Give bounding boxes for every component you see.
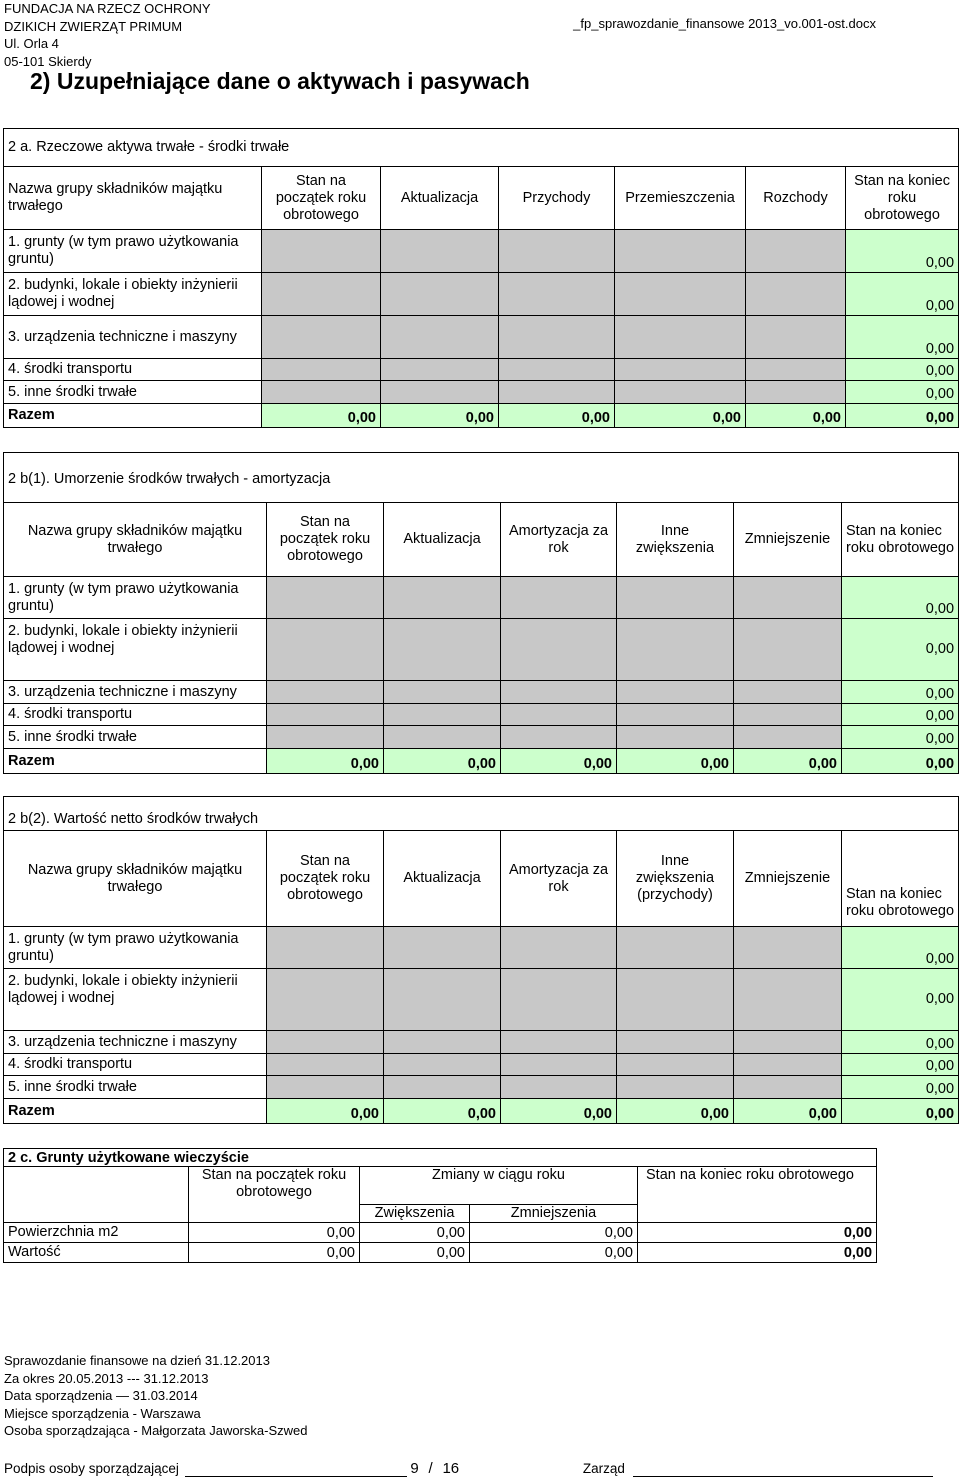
total-value: 0,00 xyxy=(384,1099,501,1124)
value-cell: 0,00 xyxy=(638,1243,877,1263)
value-cell: 0,00 xyxy=(189,1223,360,1243)
subcolumn-header: Zmniejszenia xyxy=(470,1205,638,1223)
value-cell: 0,00 xyxy=(470,1243,638,1263)
signature-label: Podpis osoby sporządzającej xyxy=(4,1461,179,1476)
total-value: 0,00 xyxy=(746,404,846,428)
gray-cell xyxy=(262,381,381,404)
board-blank xyxy=(633,1461,933,1477)
value-cell: 0,00 xyxy=(470,1223,638,1243)
total-value: 0,00 xyxy=(617,749,734,774)
gray-cell xyxy=(501,726,617,749)
header-empty xyxy=(189,1205,360,1223)
total-value: 0,00 xyxy=(384,749,501,774)
section-title: 2 c. Grunty użytkowane wieczyście xyxy=(4,1149,877,1167)
gray-cell xyxy=(267,704,384,726)
table-row xyxy=(4,681,959,704)
gray-cell xyxy=(734,726,842,749)
row-label: 1. grunty (w tym prawo użytkowania gruntu) xyxy=(4,230,262,273)
row-label: Wartość xyxy=(4,1243,189,1263)
end-value: 0,00 xyxy=(842,619,959,681)
section-title-row xyxy=(4,453,959,503)
value-cell: 0,00 xyxy=(360,1223,470,1243)
gray-cell xyxy=(617,927,734,969)
gray-cell xyxy=(262,359,381,381)
end-value: 0,00 xyxy=(846,273,959,316)
gray-cell xyxy=(267,681,384,704)
gray-cell xyxy=(617,969,734,1031)
gray-cell xyxy=(617,619,734,681)
column-header: Amortyzacja za rok xyxy=(501,831,617,927)
column-header: Rozchody xyxy=(746,167,846,230)
signature-blank xyxy=(185,1461,407,1477)
gray-cell xyxy=(501,619,617,681)
total-value: 0,00 xyxy=(501,1099,617,1124)
total-value: 0,00 xyxy=(846,404,959,428)
header-row xyxy=(4,1167,877,1205)
gray-cell xyxy=(262,273,381,316)
table-row xyxy=(4,726,959,749)
end-value: 0,00 xyxy=(842,1054,959,1076)
row-label: 2. budynki, lokale i obiekty inżynierii lądowej i wodnej xyxy=(4,273,262,316)
table-row xyxy=(4,577,959,619)
page-number: 9 xyxy=(410,1460,419,1477)
table-row xyxy=(4,316,959,359)
column-header: Zmniejszenie xyxy=(734,503,842,577)
table-row xyxy=(4,230,959,273)
column-header: Stan na koniec roku obrotowego xyxy=(638,1167,877,1205)
gray-cell xyxy=(615,230,746,273)
total-value: 0,00 xyxy=(617,1099,734,1124)
total-value: 0,00 xyxy=(842,749,959,774)
column-header: Stan na początek roku obrotowego xyxy=(267,503,384,577)
row-label: 2. budynki, lokale i obiekty inżynierii lądowej i wodnej xyxy=(4,969,267,1031)
gray-cell xyxy=(617,726,734,749)
row-label: 2. budynki, lokale i obiekty inżynierii lądowej i wodnej xyxy=(4,619,267,681)
row-label: 3. urządzenia techniczne i maszyny xyxy=(4,681,267,704)
column-header: Inne zwiększenia xyxy=(617,503,734,577)
section-title: 2 a. Rzeczowe aktywa trwałe - środki trwałe xyxy=(4,129,959,167)
fixed-assets-table xyxy=(3,128,959,428)
gray-cell xyxy=(499,273,615,316)
gray-cell xyxy=(501,1054,617,1076)
total-row xyxy=(4,749,959,774)
gray-cell xyxy=(501,577,617,619)
header-row xyxy=(4,831,959,927)
column-header: Stan na początek roku obrotowego xyxy=(262,167,381,230)
end-value: 0,00 xyxy=(846,359,959,381)
end-value: 0,00 xyxy=(842,704,959,726)
row-label: Powierzchnia m2 xyxy=(4,1223,189,1243)
gray-cell xyxy=(734,969,842,1031)
organization-address xyxy=(4,0,211,70)
gray-cell xyxy=(499,381,615,404)
end-value: 0,00 xyxy=(846,316,959,359)
column-header: Nazwa grupy składników majątku trwałego xyxy=(4,831,267,927)
section-title-row xyxy=(4,1149,877,1167)
gray-cell xyxy=(734,681,842,704)
gray-cell xyxy=(734,1054,842,1076)
page-title: 2) Uzupełniające dane o aktywach i pasywach xyxy=(30,68,530,94)
table-row xyxy=(4,273,959,316)
header-empty xyxy=(638,1205,877,1223)
total-label: Razem xyxy=(4,749,267,774)
header-empty xyxy=(4,1205,189,1223)
section-title-row xyxy=(4,129,959,167)
subheader-row xyxy=(4,1205,877,1223)
row-label: 4. środki transportu xyxy=(4,704,267,726)
column-header: Nazwa grupy składników majątku trwałego xyxy=(4,167,262,230)
document-filename: _fp_sprawozdanie_finansowe 2013_vo.001-ost.docx xyxy=(573,16,876,31)
gray-cell xyxy=(381,359,499,381)
table-row xyxy=(4,927,959,969)
column-header: Przychody xyxy=(499,167,615,230)
total-value: 0,00 xyxy=(615,404,746,428)
board-label: Zarząd xyxy=(582,1461,625,1476)
gray-cell xyxy=(384,969,501,1031)
header-row xyxy=(4,503,959,577)
total-value: 0,00 xyxy=(262,404,381,428)
gray-cell xyxy=(267,927,384,969)
end-value: 0,00 xyxy=(842,927,959,969)
row-label: 4. środki transportu xyxy=(4,359,262,381)
gray-cell xyxy=(501,1031,617,1054)
end-value: 0,00 xyxy=(842,681,959,704)
end-value: 0,00 xyxy=(842,726,959,749)
row-label: 3. urządzenia techniczne i maszyny xyxy=(4,1031,267,1054)
table-row xyxy=(4,1031,959,1054)
gray-cell xyxy=(615,381,746,404)
column-header: Stan na koniec roku obrotowego xyxy=(842,831,959,927)
row-label: 3. urządzenia techniczne i maszyny xyxy=(4,316,262,359)
gray-cell xyxy=(746,381,846,404)
column-header: Aktualizacja xyxy=(384,831,501,927)
gray-cell xyxy=(615,359,746,381)
depreciation-table xyxy=(3,452,959,774)
footer-line: Miejsce sporządzenia - Warszawa xyxy=(4,1405,201,1421)
table-row xyxy=(4,1243,877,1263)
gray-cell xyxy=(617,1054,734,1076)
end-value: 0,00 xyxy=(842,1076,959,1099)
table-row xyxy=(4,704,959,726)
gray-cell xyxy=(734,1031,842,1054)
gray-cell xyxy=(384,681,501,704)
gray-cell xyxy=(267,1076,384,1099)
total-row xyxy=(4,404,959,428)
gray-cell xyxy=(384,927,501,969)
table-row xyxy=(4,969,959,1031)
gray-cell xyxy=(734,619,842,681)
table-row xyxy=(4,381,959,404)
total-value: 0,00 xyxy=(734,749,842,774)
gray-cell xyxy=(381,230,499,273)
org-line: DZIKICH ZWIERZĄT PRIMUM xyxy=(4,18,183,34)
section-title: 2 b(2). Wartość netto środków trwałych xyxy=(4,797,959,831)
gray-cell xyxy=(501,704,617,726)
column-header: Stan na początek roku obrotowego xyxy=(189,1167,360,1205)
total-value: 0,00 xyxy=(267,1099,384,1124)
total-value: 0,00 xyxy=(501,749,617,774)
end-value: 0,00 xyxy=(842,969,959,1031)
column-header: Inne zwiększenia (przychody) xyxy=(617,831,734,927)
gray-cell xyxy=(381,273,499,316)
gray-cell xyxy=(499,230,615,273)
gray-cell xyxy=(267,577,384,619)
perpetual-usufruct-table xyxy=(3,1148,877,1263)
subcolumn-header: Zwiększenia xyxy=(360,1205,470,1223)
gray-cell xyxy=(499,359,615,381)
end-value: 0,00 xyxy=(842,1031,959,1054)
gray-cell xyxy=(384,704,501,726)
gray-cell xyxy=(499,316,615,359)
gray-cell xyxy=(746,273,846,316)
gray-cell xyxy=(267,969,384,1031)
page-total: 16 xyxy=(442,1460,460,1477)
gray-cell xyxy=(617,1031,734,1054)
page-separator: / xyxy=(428,1460,433,1477)
row-label: 5. inne środki trwałe xyxy=(4,726,267,749)
footer-line: Osoba sporządzająca - Małgorzata Jaworska-Szwed xyxy=(4,1423,308,1438)
gray-cell xyxy=(384,1031,501,1054)
total-value: 0,00 xyxy=(734,1099,842,1124)
gray-cell xyxy=(615,316,746,359)
gray-cell xyxy=(617,704,734,726)
gray-cell xyxy=(734,704,842,726)
gray-cell xyxy=(617,577,734,619)
column-header: Stan na koniec roku obrotowego xyxy=(842,503,959,577)
gray-cell xyxy=(381,381,499,404)
column-header: Zmniejszenie xyxy=(734,831,842,927)
gray-cell xyxy=(384,1076,501,1099)
row-label: 1. grunty (w tym prawo użytkowania gruntu) xyxy=(4,927,267,969)
table-row xyxy=(4,359,959,381)
end-value: 0,00 xyxy=(846,381,959,404)
report-footer xyxy=(4,1352,307,1440)
column-header: Aktualizacja xyxy=(381,167,499,230)
total-row xyxy=(4,1099,959,1124)
gray-cell xyxy=(262,230,381,273)
table-row xyxy=(4,619,959,681)
gray-cell xyxy=(746,359,846,381)
row-label: 5. inne środki trwałe xyxy=(4,381,262,404)
table-row xyxy=(4,1223,877,1243)
total-value: 0,00 xyxy=(267,749,384,774)
org-line: Ul. Orla 4 xyxy=(4,36,59,51)
footer-line: Za okres 20.05.2013 --- 31.12.2013 xyxy=(4,1370,209,1386)
row-label: 5. inne środki trwałe xyxy=(4,1076,267,1099)
row-label: 4. środki transportu xyxy=(4,1054,267,1076)
gray-cell xyxy=(384,619,501,681)
total-value: 0,00 xyxy=(842,1099,959,1124)
value-cell: 0,00 xyxy=(189,1243,360,1263)
table-row xyxy=(4,1054,959,1076)
gray-cell xyxy=(617,1076,734,1099)
column-header: Amortyzacja za rok xyxy=(501,503,617,577)
value-cell: 0,00 xyxy=(360,1243,470,1263)
column-header: Stan na koniec roku obrotowego xyxy=(846,167,959,230)
column-header: Aktualizacja xyxy=(384,503,501,577)
footer-line: Data sporządzenia — 31.03.2014 xyxy=(4,1388,198,1403)
table-row xyxy=(4,1076,959,1099)
total-label: Razem xyxy=(4,1099,267,1124)
gray-cell xyxy=(746,230,846,273)
row-label: 1. grunty (w tym prawo użytkowania gruntu) xyxy=(4,577,267,619)
gray-cell xyxy=(617,681,734,704)
total-value: 0,00 xyxy=(499,404,615,428)
total-value: 0,00 xyxy=(381,404,499,428)
gray-cell xyxy=(734,927,842,969)
column-header: Zmiany w ciągu roku xyxy=(360,1167,638,1205)
gray-cell xyxy=(501,927,617,969)
gray-cell xyxy=(267,726,384,749)
signature-line xyxy=(4,1460,954,1477)
value-cell: 0,00 xyxy=(638,1223,877,1243)
gray-cell xyxy=(381,316,499,359)
org-line: FUNDACJA NA RZECZ OCHRONY xyxy=(4,1,211,16)
column-header: Przemieszczenia xyxy=(615,167,746,230)
gray-cell xyxy=(615,273,746,316)
column-header: Nazwa grupy składników majątku trwałego xyxy=(4,503,267,577)
end-value: 0,00 xyxy=(846,230,959,273)
column-header: Stan na początek roku obrotowego xyxy=(267,831,384,927)
gray-cell xyxy=(384,726,501,749)
gray-cell xyxy=(267,619,384,681)
header-empty xyxy=(4,1167,189,1205)
gray-cell xyxy=(262,316,381,359)
gray-cell xyxy=(746,316,846,359)
gray-cell xyxy=(734,1076,842,1099)
gray-cell xyxy=(501,681,617,704)
gray-cell xyxy=(501,1076,617,1099)
section-title-row xyxy=(4,797,959,831)
gray-cell xyxy=(384,1054,501,1076)
gray-cell xyxy=(384,577,501,619)
total-label: Razem xyxy=(4,404,262,428)
gray-cell xyxy=(501,969,617,1031)
footer-line: Sprawozdanie finansowe na dzień 31.12.2013 xyxy=(4,1353,270,1368)
header-row xyxy=(4,167,959,230)
net-value-table xyxy=(3,796,959,1124)
gray-cell xyxy=(734,577,842,619)
gray-cell xyxy=(267,1031,384,1054)
org-line: 05-101 Skierdy xyxy=(4,53,92,69)
gray-cell xyxy=(267,1054,384,1076)
section-title: 2 b(1). Umorzenie środków trwałych - amortyzacja xyxy=(4,453,959,503)
end-value: 0,00 xyxy=(842,577,959,619)
